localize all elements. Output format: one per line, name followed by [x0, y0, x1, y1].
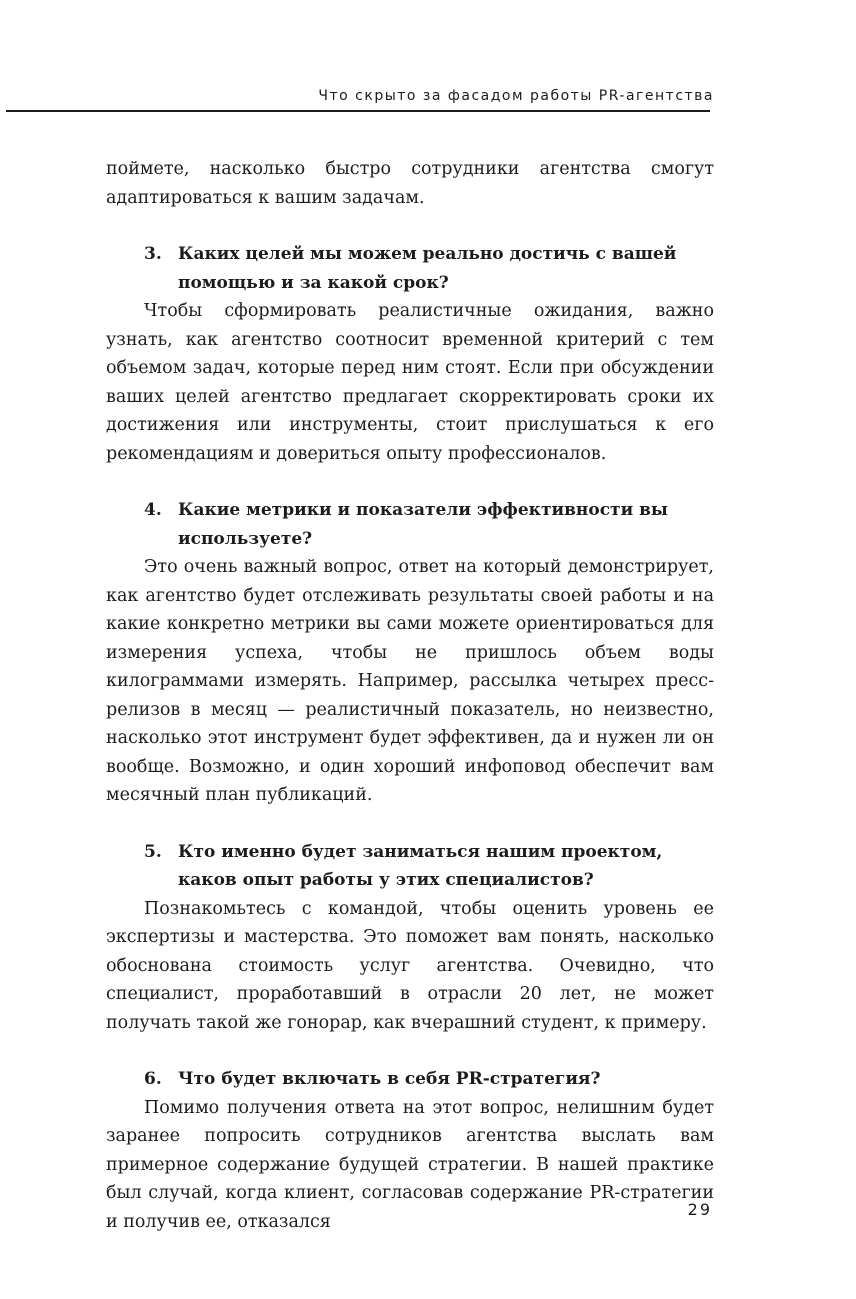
question-paragraph: Это очень важный вопрос, ответ на который демонстрирует, как агентство будет отслеживать результаты своей работы и на какие конкретно метрики вы сами можете ориентироваться для измерения успеха, чтобы не пришлось объем воды килограммами измерять. Например, рассылка четырех пресс-релизов в месяц — реалистичный показатель, но неизвестно, насколько этот инструмент будет эффективен, да и нужен ли он вообще. Возможно, и один хороший инфоповод обеспечит вам месячный план публикаций. [106, 557, 714, 805]
question-paragraph: Познакомьтесь с командой, чтобы оценить уровень ее экспертизы и мастерства. Это поможет вам понять, насколько обоснована стоимость услуг агентства. Очевидно, что специалист, проработавший в отрасли 20 лет, не может получать такой же гонорар, как вчерашний студент, к примеру. [106, 898, 714, 1033]
question-item-4 [106, 496, 714, 810]
page-body [106, 155, 714, 1236]
question-paragraph: Чтобы сформировать реалистичные ожидания, важно узнать, как агентство соотносит временной критерий с тем объемом задач, которые перед ним стоят. Если при обсуждении ваших целей агентство предлагает скорректировать сроки их достижения или инструменты, стоит прислушаться к его рекомендациям и довериться опыту профессионалов. [106, 301, 714, 464]
question-item-5 [106, 838, 714, 1038]
question-title: Что будет включать в себя PR-стратегия? [178, 1069, 601, 1089]
question-number: 3. [144, 244, 162, 264]
question-title: Каких целей мы можем реально достичь с вашей помощью и за какой срок? [178, 244, 677, 293]
question-heading [106, 838, 714, 895]
page-number: 29 [687, 1200, 712, 1219]
header-rule [6, 110, 710, 112]
question-number: 6. [144, 1069, 162, 1089]
question-item-6 [106, 1065, 714, 1236]
question-heading [106, 1065, 714, 1094]
question-number: 5. [144, 841, 162, 862]
running-head-title: Что скрыто за фасадом работы PR-агентства [318, 88, 714, 104]
question-item-3 [106, 240, 714, 468]
intro-paragraph: поймете, насколько быстро сотрудники агентства смогут адаптироваться к вашим задачам. [106, 159, 714, 208]
question-title: Кто именно будет заниматься нашим проектом, каков опыт работы у этих специалистов? [178, 841, 663, 890]
question-heading [106, 496, 714, 553]
question-title: Какие метрики и показатели эффективности вы используете? [178, 500, 668, 549]
question-paragraph: Помимо получения ответа на этот вопрос, нелишним будет заранее попросить сотрудников агентства выслать вам примерное содержание будущей стратегии. В нашей практике был случай, когда клиент, согласовав содержание PR-стратегии и получив ее, отказался [106, 1097, 714, 1232]
question-number: 4. [144, 500, 162, 520]
question-heading [106, 240, 714, 297]
